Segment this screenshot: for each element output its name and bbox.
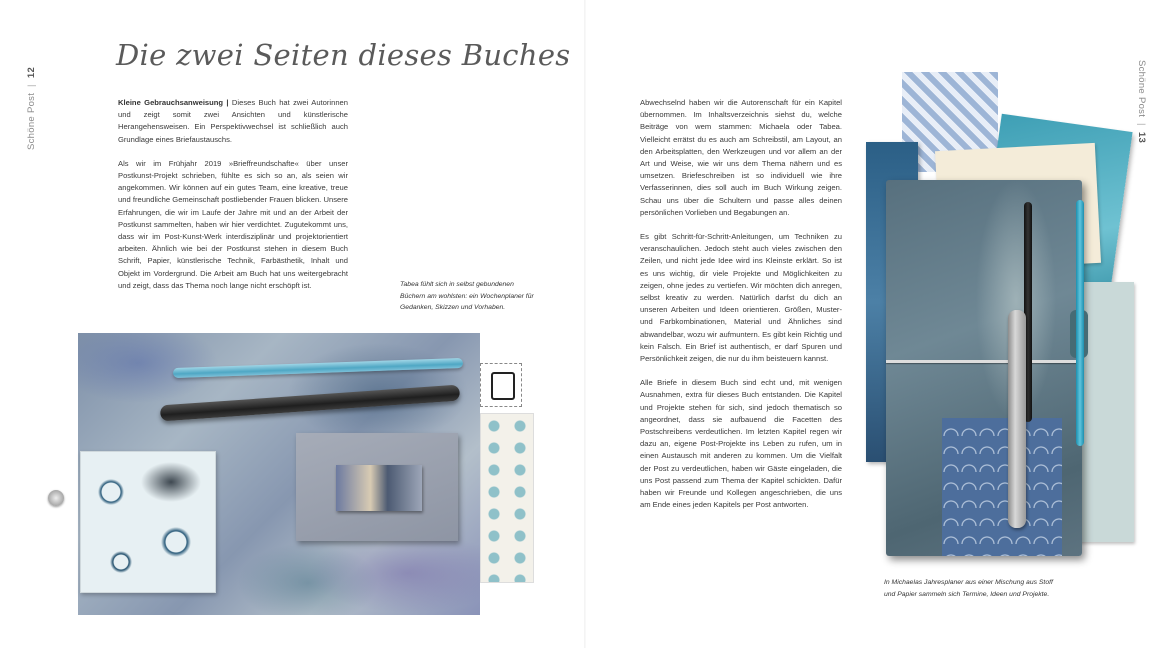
right-text-column	[640, 97, 842, 524]
right-page-number: 13	[1136, 131, 1147, 144]
right-running-head-separator: |	[1136, 123, 1147, 126]
left-page	[0, 0, 585, 648]
right-running-head	[1133, 60, 1147, 150]
intro-paragraph	[118, 97, 348, 146]
right-photo-planner	[848, 72, 1134, 572]
right-paragraph-3: Alle Briefe in diesem Buch sind echt und, mit wenigen Ausnahmen, extra für dieses Buch entstanden. Die Kapitel und Projekte stehen für sich, sind jedoch thematisch so angeordnet, dass sie aufbauend die Facetten des Postschreibens verdeutlichen. Im letzten Kapitel regen wir dazu an, eigene Post-Projekte ins Leben zu rufen, um in einen Austausch mit anderen zu kommen. Um die Vielfalt der Post zu verdeutlichen, haben wir Gäste eingeladen, die uns Post passend zum Thema der Kapitel schickten. Dafür haben wir Freunde und Kollegen angeschrieben, die uns am Ende eines jeden Kapitels per Post antworten.	[640, 378, 842, 510]
left-running-head-separator: |	[26, 84, 37, 87]
left-running-head	[26, 60, 40, 150]
right-paragraph-1: Abwechselnd haben wir die Autorenschaft für ein Kapitel übernommen. Im Inhaltsverzeichnis siehst du, welche Beiträge von wem stammen: Michaela oder Tabea. Vielleicht errätst du es auch am Schreibstil, am Layout, an den Arbeitsplatten, den Werkzeugen und vor allem an der Art und Weise, wie wir uns dem Thema nähern und es umsetzen. Briefeschreiben ist so individuell wie ihre Verfasserinnen, dies soll auch im Buch Wirkung zeigen. Schau uns über die Schultern und passe alles deinen persönlichen Vorlieben und Begabungen an.	[640, 98, 842, 217]
right-running-head-text: Schöne Post	[1136, 60, 1147, 118]
wave-pattern-cover	[942, 418, 1062, 556]
dotted-paper-strip	[480, 413, 534, 583]
left-text-column	[118, 97, 348, 304]
marbled-clasp	[336, 465, 422, 511]
right-photo-caption: In Michaelas Jahresplaner aus einer Mischung aus Stoff und Papier sammeln sich Termine, Ideen und Projekte.	[884, 579, 1053, 598]
intro-text: Dieses Buch hat zwei Autorinnen und zeigt somit zwei Ansichten und künstlerische Herangehensweisen. Ein Perspektivwechsel ist schließlich auch Grundlage eines Briefaustauschs.	[118, 98, 348, 144]
left-page-number: 12	[26, 66, 37, 79]
silver-pen	[1008, 310, 1026, 528]
page-title: Die zwei Seiten dieses Buches	[116, 38, 571, 72]
right-paragraph-2: Es gibt Schritt-für-Schritt-Anleitungen, um Techniken zu veranschaulichen. Jedoch steht auch vieles zwischen den Zeilen, und nicht jede Idee wird ins Kleinste erklärt. So ist es uns wichtig, dir viele Projekte und Möglichkeiten zu zeigen, ohne jedes zu vertiefen. Wir möchten dich anregen, selbst kreativ zu werden. Natürlich darfst du dich an unseren Arbeiten und Ideen orientieren. Größen, Muster- und Farbkombinationen, Material und Ähnliches sind abwandelbar, wozu wir aufmuntern. Es gibt kein Richtig und kein Falsch. Ein Brief ist authentisch, er darf Spuren und Persönlichkeit zeigen, die nur du ihm beisteuern kannst.	[640, 232, 842, 364]
elastic-band	[886, 360, 1082, 363]
left-photo-caption: Tabea fühlt sich in selbst gebundenen Büchern am wohlsten: ein Wochenplaner für Gedanken, Skizzen und Vorhaben.	[400, 281, 534, 311]
left-running-head-text: Schöne Post	[26, 92, 37, 150]
intro-lead: Kleine Gebrauchsanweisung |	[118, 98, 229, 107]
teal-pencil	[1076, 200, 1084, 446]
postage-stamp	[480, 363, 522, 407]
metal-clip	[48, 490, 64, 506]
left-paragraph-2: Als wir im Frühjahr 2019 »Brieffreundschafte« über unser Postkunst-Projekt schrieben, fühlte es sich so an, als seien wir angekommen. Wir können auf ein gutes Team, eine kreative, treue und freundliche Gemeinschaft postliebender Frauen blicken. Unsere Erfahrungen, die wir im Laufe der Jahre mit und an der Arbeit der Postkunst sammelten, haben wir hier verdichtet. Zugutekommt uns, dass wir im Post-Kunst-Werk interdisziplinär und projektorientiert arbeiten. Ähnlich wie bei der Postkunst stehen in diesem Buch Schrift, Papier, künstlerische Technik, Farbästhetik, Inhalt und Objekt im Vordergrund. Die Arbeit am Buch hat uns weitergebracht und zeigt, dass das Thema noch lange nicht erschöpft ist.	[118, 158, 348, 290]
left-photo-planner	[78, 333, 480, 615]
ink-card	[80, 451, 216, 593]
